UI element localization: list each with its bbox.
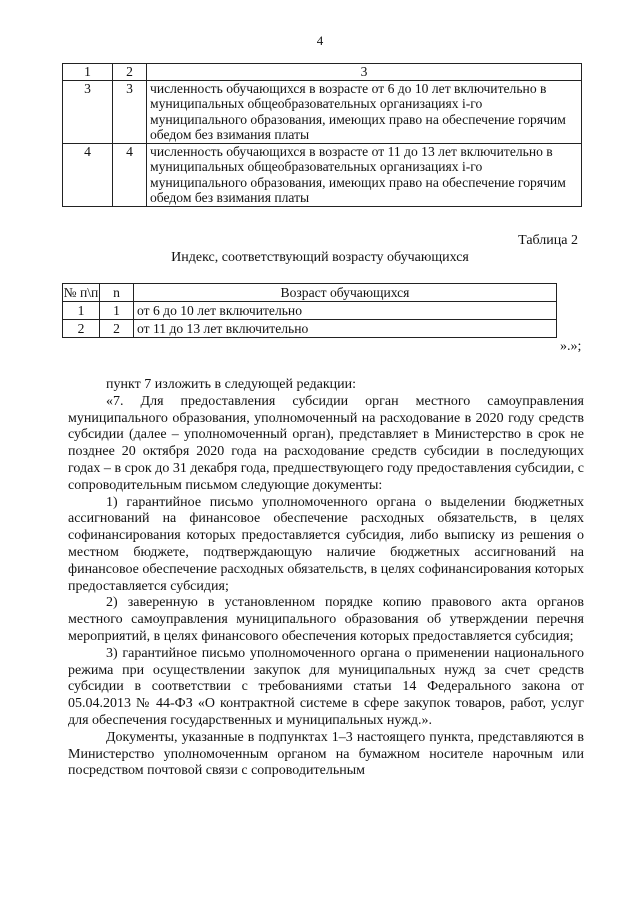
- table-title: Индекс, соответствующий возрасту обучающихся: [171, 250, 469, 265]
- table-cell: численность обучающихся в возрасте от 6 до 10 лет включительно в муниципальных общеобразовательных организациях i-го муниципального образования, имеющих право на обеспечение горячим обедом без взимания платы: [147, 80, 582, 143]
- table-header-cell: Возраст обучающихся: [134, 284, 557, 302]
- table-cell: 1: [100, 302, 134, 320]
- table-row: [63, 143, 582, 206]
- table-row: [63, 80, 582, 143]
- table-row: [63, 302, 557, 320]
- table-cell: 3: [63, 80, 113, 143]
- table-cell: от 6 до 10 лет включительно: [134, 302, 557, 320]
- table-cell: 4: [113, 143, 147, 206]
- paragraph: 2) заверенную в установленном порядке копию правового акта органов местного самоуправления муниципального образования об утверждении перечня мероприятий, в целях финансового обеспечения которых предоставляется субсидия;: [68, 595, 584, 644]
- table-cell: 1: [63, 302, 100, 320]
- table-cell: 4: [63, 143, 113, 206]
- table-closing-quote: ».»;: [560, 339, 582, 354]
- table-cell: 2: [63, 320, 100, 338]
- page-number: 4: [316, 33, 324, 48]
- table-header-cell: 1: [63, 64, 113, 81]
- table-header-cell: 2: [113, 64, 147, 81]
- table-row: [63, 320, 557, 338]
- table-cell: численность обучающихся в возрасте от 11 до 13 лет включительно в муниципальных общеобразовательных организациях i-го муниципального образования, имеющих право на обеспечение горячим обедом без взимания платы: [147, 143, 582, 206]
- age-index-table: [62, 283, 557, 338]
- table-header-row: [63, 64, 582, 81]
- table-cell: от 11 до 13 лет включительно: [134, 320, 557, 338]
- document-body: [68, 377, 584, 780]
- table-label: Таблица 2: [518, 233, 578, 248]
- table-cell: 2: [100, 320, 134, 338]
- paragraph: 3) гарантийное письмо уполномоченного органа о применении национального режима при осуществлении закупок для муниципальных нужд за счет средств субсидии в соответствии с требованиями статьи 14 Федерального закона от 05.04.2013 № 44-ФЗ «О контрактной системе в сфере закупок товаров, работ, услуг для обеспечения государственных и муниципальных нужд.».: [68, 645, 584, 728]
- paragraph: пункт 7 изложить в следующей редакции:: [106, 377, 356, 392]
- paragraph: «7. Для предоставления субсидии орган местного самоуправления муниципального образования, уполномоченный на расходование в 2020 году средств субсидии (далее – уполномоченный орган), представляет в Министерство в срок не позднее 20 октября 2020 года на расходование средств субсидии в последующих годах – в срок до 31 декабря года, предшествующего году предоставления субсидии, с сопроводительным письмом следующие документы:: [68, 393, 584, 493]
- paragraph: 1) гарантийное письмо уполномоченного органа о выделении бюджетных ассигнований на финансовое обеспечение расходных обязательств, в целях софинансирования которых предоставляется субсидия, либо выписку из решения о местном бюджете, подтверждающую наличие бюджетных ассигнований на финансовое обеспечение расходных обязательств, в целях софинансирования которых предоставляется субсидия;: [68, 494, 584, 594]
- table-header-cell: 3: [147, 64, 582, 81]
- table-cell: 3: [113, 80, 147, 143]
- indicators-table: [62, 63, 582, 207]
- table-header-row: [63, 284, 557, 302]
- paragraph: Документы, указанные в подпунктах 1–3 настоящего пункта, представляются в Министерство уполномоченным органом на бумажном носителе нарочным или посредством почтовой связи с сопроводительным: [68, 729, 584, 779]
- table-header-cell: n: [100, 284, 134, 302]
- table-header-cell: № п\п: [63, 285, 99, 300]
